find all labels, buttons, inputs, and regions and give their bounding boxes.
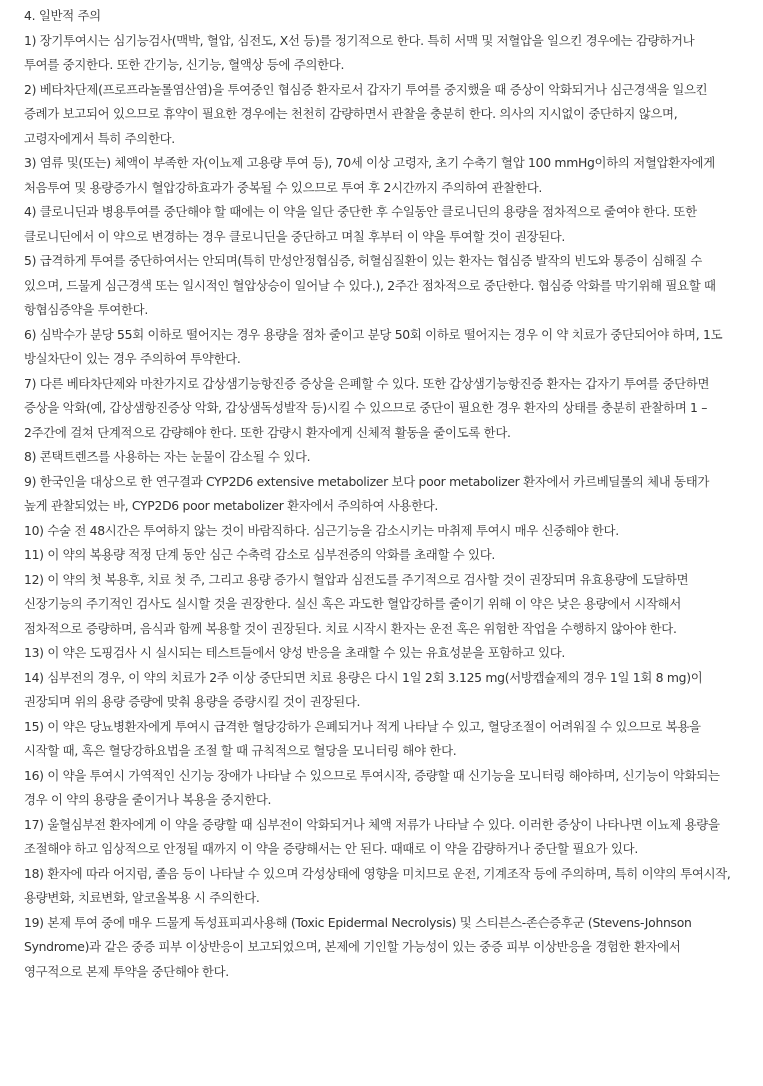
precaution-item-14: 14) 심부전의 경우, 이 약의 치료가 2주 이상 중단되면 치료 용량은 다시 1일 2회 3.125 mg(서방캡슐제의 경우 1일 1회 8 mg)이 권장되며 위의 용량 증량에 맞춰 용량을 증량시킬 것이 권장된다. bbox=[24, 669, 703, 709]
precaution-item-5: 5) 급격하게 투여를 중단하여서는 안되며(특히 만성안정협심증, 허혈심질환이 있는 환자는 협심증 발작의 빈도와 통증이 심해질 수 있으며, 드물게 심근경색 또는 일시적인 혈압상승이 일어날 수 있다.), 2주간 점차적으로 중단한다. 협심증 악화를 막기위해 필요할 때 항협심증약을 투여한다. bbox=[24, 253, 716, 317]
precaution-item-9: 9) 한국인을 대상으로 한 연구결과 CYP2D6 extensive metabolizer 보다 poor metabolizer 환자에서 카르베딜롤의 체내 동태가 높게 관찰되었는 바, CYP2D6 poor metabolizer 환자에서 주의하여 사용한다. bbox=[24, 473, 710, 513]
precaution-item-19: 19) 본제 투여 중에 매우 드물게 독성표피괴사용해 (Toxic Epidermal Necrolysis) 및 스티븐스-존슨증후군 (Stevens-Johnson Syndrome)과 같은 중증 피부 이상반응이 보고되었으며, 본제에 기인할 가능성이 있는 중증 피부 이상반응을 경험한 환자에서 영구적으로 본제 투약을 중단해야 한다. bbox=[24, 914, 692, 979]
precaution-item-15: 15) 이 약은 당뇨병환자에게 투여시 급격한 혈당강하가 은폐되거나 적게 나타날 수 있고, 혈당조절이 어려워질 수 있으므로 복용을 시작할 때, 혹은 혈당강하요법을 조절 할 때 규칙적으로 혈당을 모니터링 해야 한다. bbox=[24, 718, 701, 758]
precaution-item-10: 10) 수술 전 48시간은 투여하지 않는 것이 바람직하다. 심근기능을 감소시키는 마취제 투여시 매우 신중해야 한다. bbox=[24, 522, 619, 538]
section-heading: 4. 일반적 주의 bbox=[24, 8, 101, 23]
precaution-item-6: 6) 심박수가 분당 55회 이하로 떨어지는 경우 용량을 점차 줄이고 분당 50회 이하로 떨어지는 경우 이 약 치료가 중단되어야 하며, 1도 방실차단이 있는 경우 주의하여 투약한다. bbox=[24, 326, 723, 366]
precaution-item-18: 18) 환자에 따라 어지럼, 졸음 등이 나타날 수 있으며 각성상태에 영향을 미치므로 운전, 기계조작 등에 주의하며, 특히 이약의 투여시작, 용량변화, 치료변화, 알코올복용 시 주의한다. bbox=[24, 865, 731, 905]
precaution-item-4: 4) 클로니딘과 병용투여를 중단해야 할 때에는 이 약을 일단 중단한 후 수일동안 클로니딘의 용량을 점차적으로 줄여야 한다. 또한 클로니딘에서 이 약으로 변경하는 경우 클로니딘을 중단하고 며칠 후부터 이 약을 투여할 것이 권장된다. bbox=[24, 204, 697, 244]
precaution-item-17: 17) 울혈심부전 환자에게 이 약을 증량할 때 심부전이 악화되거나 체액 저류가 나타날 수 있다. 이러한 증상이 나타나면 이뇨제 용량을 조절해야 하고 임상적으로 안정될 때까지 이 약을 증량해서는 안 된다. 때때로 이 약을 감량하거나 중단할 필요가 있다. bbox=[24, 816, 720, 856]
precaution-item-11: 11) 이 약의 복용량 적정 단계 동안 심근 수축력 감소로 심부전증의 악화를 초래할 수 있다. bbox=[24, 547, 496, 562]
precaution-item-2: 2) 베타차단제(프로프라놀롤염산염)을 투여중인 협심증 환자로서 갑자기 투여를 중지했을 때 증상이 악화되거나 심근경색을 일으킨 증례가 보고되어 있으므로 휴약이 필요한 경우에는 천천히 감량하면서 관찰을 충분히 한다. 의사의 지시없이 중단하지 않으며, 고령자에게서 특히 주의한다. bbox=[24, 81, 708, 146]
precaution-item-13: 13) 이 약은 도핑검사 시 실시되는 테스트들에서 양성 반응을 초래할 수 있는 유효성분을 포함하고 있다. bbox=[24, 645, 566, 660]
precaution-item-8: 8) 콘택트렌즈를 사용하는 자는 눈물이 감소될 수 있다. bbox=[24, 449, 311, 464]
precaution-item-3: 3) 염류 및(또는) 체액이 부족한 자(이뇨제 고용량 투여 등), 70세 이상 고령자, 초기 수축기 혈압 100 mmHg이하의 저혈압환자에게 처음투여 및 용량증가시 혈압강하효과가 중복될 수 있으므로 투여 후 2시간까지 주의하여 관찰한다. bbox=[24, 155, 715, 195]
precaution-item-12: 12) 이 약의 첫 복용후, 치료 첫 주, 그리고 용량 증가시 혈압과 심전도를 주기적으로 검사할 것이 권장되며 유효용량에 도달하면 신장기능의 주기적인 검사도 실시할 것을 권장한다. 실신 혹은 과도한 혈압강하를 줄이기 위해 이 약은 낮은 용량에서 시작해서 점차적으로 증량하며, 음식과 함께 복용할 것이 권장된다. 치료 시작시 환자는 운전 혹은 위험한 작업을 수행하지 않아야 한다. bbox=[24, 571, 689, 636]
precaution-item-1: 1) 장기투여시는 심기능검사(맥박, 혈압, 심전도, X선 등)를 정기적으로 한다. 특히 서맥 및 저혈압을 일으킨 경우에는 감량하거나 투여를 중지한다. 또한 간기능, 신기능, 혈액상 등에 주의한다. bbox=[24, 32, 695, 72]
precaution-item-16: 16) 이 약을 투여시 가역적인 신기능 장애가 나타날 수 있으므로 투여시작, 증량할 때 신기능을 모니터링 해야하며, 신기능이 악화되는 경우 이 약의 용량을 줄이거나 복용을 중지한다. bbox=[24, 767, 720, 807]
precaution-item-7: 7) 다른 베타차단제와 마찬가지로 갑상샘기능항진증 증상을 은폐할 수 있다. 또한 갑상샘기능항진증 환자는 갑자기 투여를 중단하면 증상을 악화(예, 갑상샘항진증상 악화, 갑상샘독성발작 등)시킬 수 있으므로 중단이 필요한 경우 환자의 상태를 충분히 관찰하며 1 – 2주간에 걸쳐 단계적으로 감량해야 한다. 또한 감량시 환자에게 신체적 활동을 줄이도록 한다. bbox=[24, 375, 710, 440]
